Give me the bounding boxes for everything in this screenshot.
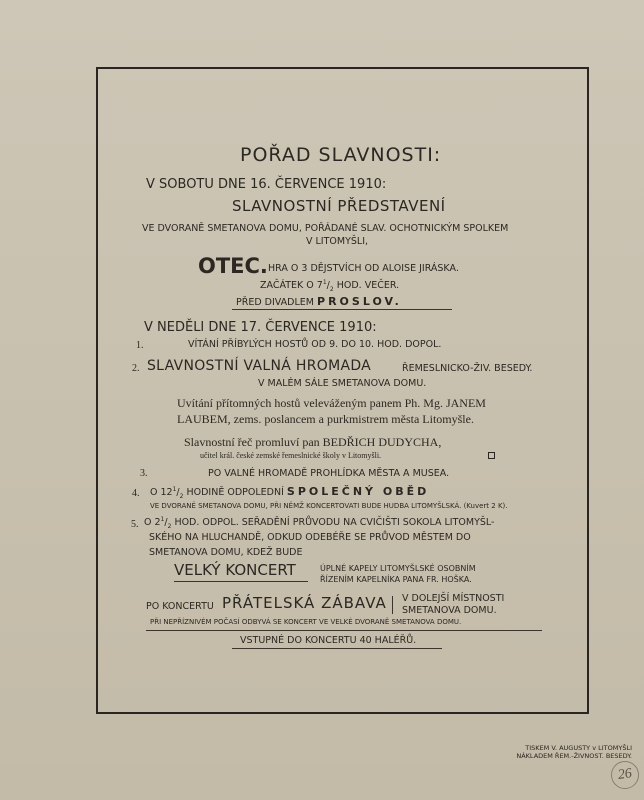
saturday-event: SLAVNOSTNÍ PŘEDSTAVENÍ bbox=[232, 197, 446, 215]
party-desc-2: SMETANOVA DOMU. bbox=[402, 605, 497, 616]
welcome-line-1: Uvítání přítomných hostů veleváženým panem Ph. Mg. JANEM bbox=[177, 396, 486, 410]
saturday-date: V SOBOTU DNE 16. ČERVENCE 1910: bbox=[146, 177, 387, 192]
start-time: ZAČÁTEK O $7^1/_2$ HOD. VEČER. bbox=[260, 279, 400, 294]
imprint-line-2: NÁKLADEM ŘEM.-ŽIVNOST. BESEDY. bbox=[516, 752, 632, 760]
speech-line-2: učitel král. české zemské řemeslnické školy v Litomyšli. bbox=[200, 451, 382, 460]
item-2-title: SLAVNOSTNÍ VALNÁ HROMADA bbox=[147, 358, 372, 374]
party-brace bbox=[388, 596, 393, 614]
item-5-number: 5. bbox=[131, 519, 139, 530]
concert-desc-2: ŘÍZENÍM KAPELNÍKA PANA FR. HOŠKA. bbox=[320, 575, 472, 584]
item-1-number: 1. bbox=[136, 340, 144, 351]
imprint-line-1: TISKEM V. AUGUSTY v LITOMYŠLI bbox=[525, 744, 632, 752]
admission-underline bbox=[232, 648, 442, 649]
admission: VSTUPNÉ DO KONCERTU 40 HALÉŘŮ. bbox=[240, 635, 417, 646]
party-prefix: PO KONCERTU bbox=[146, 601, 214, 612]
item-1-text: VÍTÁNÍ PŘÍBYLÝCH HOSTŮ OD 9. DO 10. HOD. DOPOL. bbox=[188, 339, 442, 350]
checkbox-mark bbox=[488, 452, 495, 459]
item-5-line-2: SKÉHO NA HLUCHANDĚ, ODKUD ODEBÉŘE SE PRŮVOD MĚSTEM DO bbox=[149, 532, 471, 543]
item-3-number: 3. bbox=[140, 468, 148, 479]
program-title: POŘAD SLAVNOSTI: bbox=[240, 144, 442, 166]
rain-separator bbox=[146, 630, 542, 631]
concert-desc-1: ÚPLNÉ KAPELY LITOMYŠLSKÉ OSOBNÍM bbox=[320, 564, 476, 573]
item-2-venue: V MALÉM SÁLE SMETANOVA DOMU. bbox=[258, 378, 427, 389]
play-description: HRA O 3 DĚJSTVÍCH OD ALOISE JIRÁSKA. bbox=[268, 263, 459, 274]
item-4-number: 4. bbox=[132, 488, 140, 499]
item-4-line-2: VE DVORANĚ SMETANOVA DOMU, PŘI NĚMŽ KONCERTOVATI BUDE HUDBA LITOMYŠLSKÁ. (Kuvert 2 K). bbox=[150, 502, 508, 510]
item-4-line-1: O $12^1/_2$ HODINĚ ODPOLEDNÍ SPOLEČNÝ OBĚD bbox=[150, 485, 430, 500]
separator bbox=[232, 309, 452, 310]
rain-note: PŘI NEPŘÍZNIVÉM POČASÍ ODBYVÁ SE KONCERT VE VELKÉ DVORANĚ SMETANOVA DOMU. bbox=[150, 618, 462, 626]
concert-underline bbox=[174, 581, 308, 582]
item-2-number: 2. bbox=[132, 363, 140, 374]
page-number-stamp: 26 bbox=[609, 759, 641, 791]
party-desc-1: V DOLEJŠÍ MÍSTNOSTI bbox=[402, 593, 505, 604]
item-5-line-3: SMETANOVA DOMU, KDEŽ BUDE bbox=[149, 547, 303, 558]
welcome-line-2: LAUBEM, zems. poslancem a purkmistrem města Litomyšle. bbox=[177, 412, 474, 426]
saturday-venue-1: VE DVORANĚ SMETANOVA DOMU, POŘÁDANÉ SLAV. OCHOTNICKÝM SPOLKEM bbox=[142, 223, 509, 234]
saturday-venue-2: V LITOMYŠLI, bbox=[306, 236, 369, 247]
concert-title: VELKÝ KONCERT bbox=[174, 561, 296, 579]
prolog-line: PŘED DIVADLEM PROSLOV. bbox=[236, 295, 402, 308]
speech-line-1: Slavnostní řeč promluví pan BEDŘICH DUDYCHA, bbox=[184, 435, 442, 449]
printer-imprint bbox=[516, 744, 632, 760]
item-2-text: ŘEMESLNICKO-ŽIV. BESEDY. bbox=[402, 363, 533, 374]
party-title: PŘÁTELSKÁ ZÁBAVA bbox=[222, 594, 387, 612]
play-title: OTEC. bbox=[198, 254, 268, 278]
sunday-date: V NEDĚLI DNE 17. ČERVENCE 1910: bbox=[144, 320, 377, 335]
item-5-line-1: O $2^1/_2$ HOD. ODPOL. SEŘADĚNÍ PRŮVODU NA CVIČIŠTI SOKOLA LITOMYŠL- bbox=[144, 516, 495, 531]
item-3-text: PO VALNÉ HROMADĚ PROHLÍDKA MĚSTA A MUSEA. bbox=[208, 468, 450, 479]
